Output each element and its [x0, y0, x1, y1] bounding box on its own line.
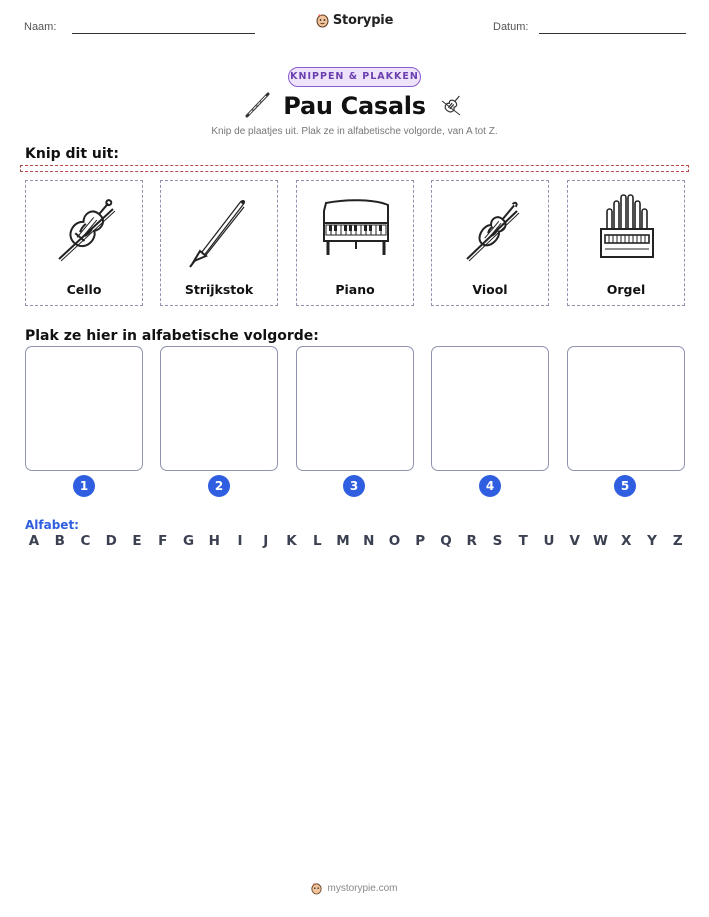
brand-name: Storypie [332, 13, 394, 28]
alphabet-letter: M [336, 533, 350, 549]
page-title: Pau Casals [283, 92, 426, 120]
mascot-icon [316, 13, 329, 28]
violin-small-icon [436, 91, 466, 121]
alphabet-letter: V [569, 533, 580, 549]
alphabet-letter: U [543, 533, 555, 549]
mascot-icon [311, 882, 322, 895]
bow-icon [180, 189, 260, 273]
activity-badge: KNIPPEN & PLAKKEN [288, 67, 421, 87]
alphabet-letter: S [492, 533, 503, 549]
card-orgel[interactable] [567, 180, 685, 306]
alphabet-title: Alfabet: [25, 518, 79, 532]
card-label: Cello [66, 282, 102, 297]
paste-slot-4[interactable] [431, 346, 549, 471]
slot-number-4: 4 [479, 475, 501, 497]
brand-logo [0, 13, 709, 32]
footer-link[interactable]: mystorypie.com [327, 883, 398, 894]
piano-icon [316, 189, 396, 273]
alphabet-row [26, 533, 686, 549]
paste-heading: Plak ze hier in alfabetische volgorde: [25, 328, 319, 344]
cut-line [20, 165, 689, 172]
alphabet-letter: W [593, 533, 608, 549]
alphabet-letter: T [518, 533, 528, 549]
alphabet-letter: O [388, 533, 401, 549]
cello-icon [45, 189, 125, 273]
card-cello[interactable] [25, 180, 143, 306]
card-strijkstok[interactable] [160, 180, 278, 306]
alphabet-letter: R [466, 533, 477, 549]
slot-number-2: 2 [208, 475, 230, 497]
card-label: Viool [472, 282, 508, 297]
alphabet-letter: D [105, 533, 117, 549]
paste-slot-2[interactable] [160, 346, 278, 471]
alphabet-letter: Q [440, 533, 452, 549]
violin-icon [451, 189, 531, 273]
alphabet-letter: N [363, 533, 375, 549]
alphabet-letter: A [28, 533, 40, 549]
alphabet-letter: K [286, 533, 297, 549]
alphabet-letter: Z [672, 533, 683, 549]
footer [0, 880, 709, 899]
paste-slot-3[interactable] [296, 346, 414, 471]
alphabet-letter: G [182, 533, 195, 549]
alphabet-letter: P [415, 533, 426, 549]
card-piano[interactable] [296, 180, 414, 306]
alphabet-letter: H [208, 533, 220, 549]
card-viool[interactable] [431, 180, 549, 306]
alphabet-letter: C [80, 533, 91, 549]
alphabet-letter: I [237, 533, 243, 549]
date-line[interactable] [539, 33, 686, 34]
organ-icon [587, 189, 667, 273]
card-label: Orgel [606, 282, 646, 297]
alphabet-letter: E [132, 533, 142, 549]
alphabet-letter: B [54, 533, 65, 549]
card-label: Piano [335, 282, 375, 297]
alphabet-letter: X [621, 533, 632, 549]
instructions: Knip de plaatjes uit. Plak ze in alfabetische volgorde, van A tot Z. [211, 126, 498, 137]
cut-heading: Knip dit uit: [25, 146, 119, 162]
alphabet-letter: Y [647, 533, 657, 549]
slot-number-5: 5 [614, 475, 636, 497]
alphabet-letter: J [263, 533, 269, 549]
date-label: Datum: [493, 21, 529, 33]
alphabet-letter: L [312, 533, 322, 549]
slot-number-1: 1 [73, 475, 95, 497]
card-label: Strijkstok [184, 282, 254, 297]
paste-slot-5[interactable] [567, 346, 685, 471]
name-line[interactable] [72, 33, 255, 34]
paste-slot-1[interactable] [25, 346, 143, 471]
slot-number-3: 3 [343, 475, 365, 497]
name-label: Naam: [24, 21, 57, 33]
alphabet-letter: F [158, 533, 168, 549]
